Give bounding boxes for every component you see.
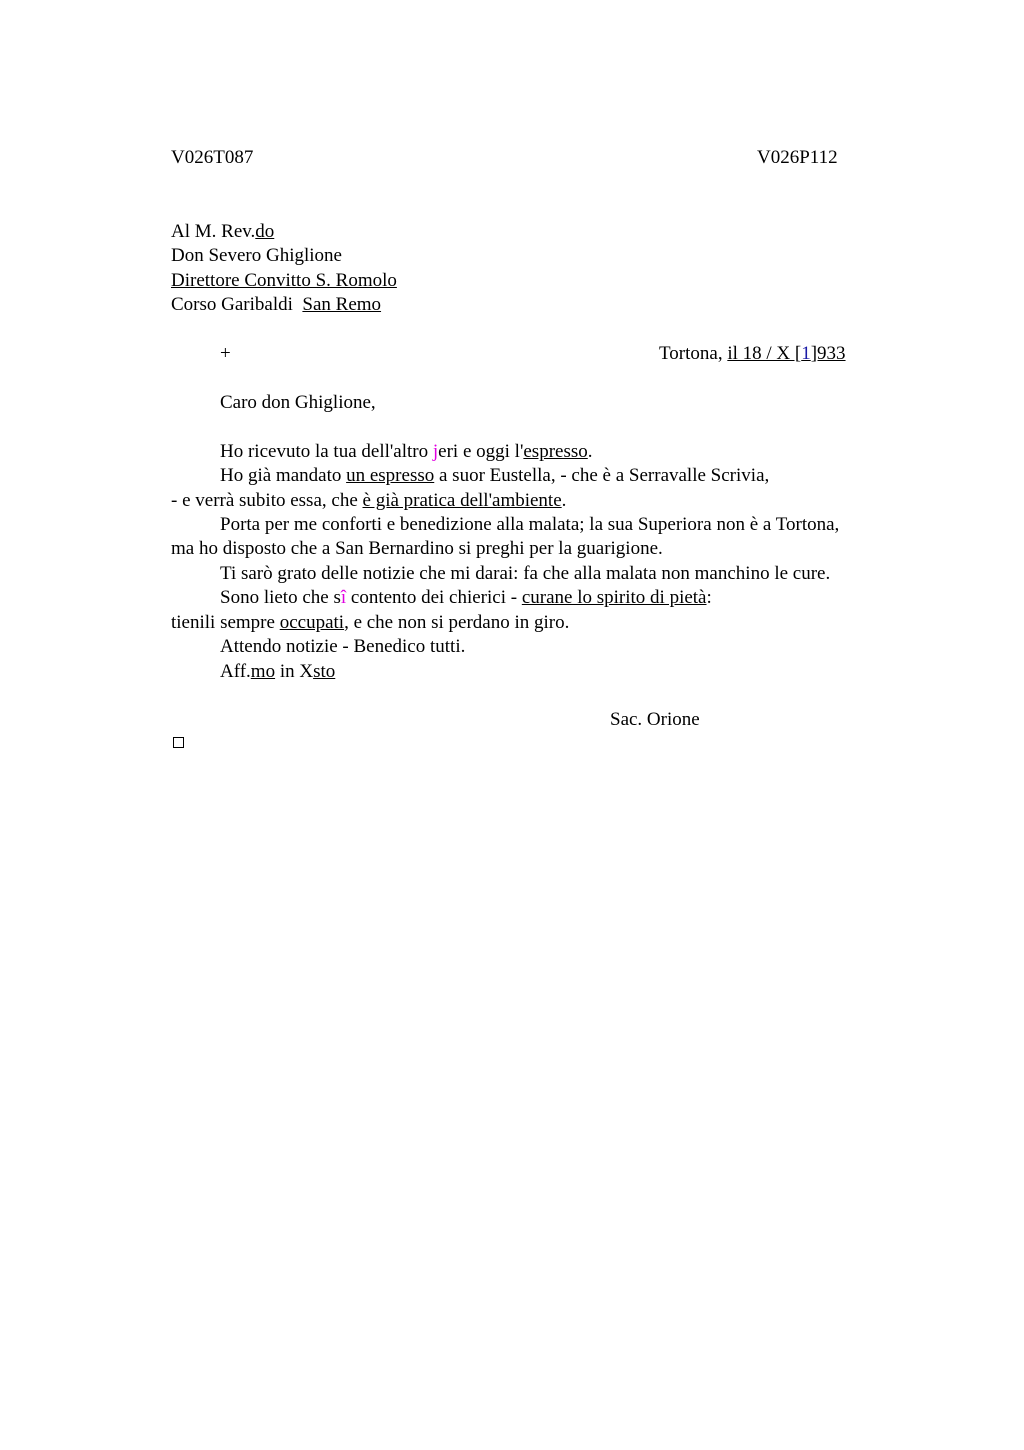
body-line-4 bbox=[220, 513, 839, 537]
reference-right bbox=[757, 146, 838, 170]
address-street: Corso Garibaldi bbox=[171, 294, 293, 315]
signature-text: Sac. Orione bbox=[610, 709, 700, 730]
address-line-3 bbox=[171, 269, 397, 293]
closing-b: mo bbox=[250, 661, 276, 682]
closing-line bbox=[220, 660, 335, 684]
body-line-9 bbox=[220, 635, 465, 659]
dateline-date-a: il 18 / X [ bbox=[727, 343, 802, 364]
body-line-9-text: Attendo notizie - Benedico tutti. bbox=[220, 636, 466, 657]
body-line-1-e: . bbox=[587, 441, 593, 462]
body-line-3-b: è già pratica dell'ambiente bbox=[362, 490, 562, 511]
body-line-1-c: eri e oggi l' bbox=[438, 441, 524, 462]
body-line-1-d: espresso bbox=[523, 441, 588, 462]
body-line-8-b: occupati bbox=[279, 612, 345, 633]
address-line-2 bbox=[171, 244, 342, 268]
body-line-1 bbox=[220, 440, 593, 464]
body-line-2-a: Ho già mandato bbox=[220, 465, 347, 486]
body-line-1-b: j bbox=[432, 441, 439, 462]
body-line-8 bbox=[171, 611, 569, 635]
body-line-8-a: tienili sempre bbox=[171, 612, 280, 633]
body-line-7 bbox=[220, 586, 712, 610]
dateline-place: Tortona, bbox=[659, 343, 723, 364]
reference-left-text: V026T087 bbox=[171, 147, 254, 168]
body-line-7-c: contento dei chierici - bbox=[346, 587, 522, 608]
body-line-2 bbox=[220, 464, 769, 488]
reference-right-text: V026P112 bbox=[757, 147, 838, 168]
closing-c: in X bbox=[275, 661, 314, 682]
signature bbox=[610, 708, 700, 732]
body-line-3-a: - e verrà subito essa, che bbox=[171, 490, 363, 511]
body-line-6-text: Ti sarò grato delle notizie che mi darai: fa che alla malata non manchino le cure. bbox=[220, 563, 831, 584]
body-line-7-d: curane lo spirito di pietà bbox=[521, 587, 707, 608]
body-line-7-b: î bbox=[340, 587, 347, 608]
address-city: San Remo bbox=[302, 294, 382, 315]
body-line-7-a: Sono lieto che s bbox=[220, 587, 341, 608]
body-line-2-b: un espresso bbox=[346, 465, 435, 486]
cross-text: + bbox=[220, 343, 231, 364]
address-title: Direttore Convitto S. Romolo bbox=[171, 270, 397, 291]
address-line-1-prefix: Al M. Rev. bbox=[171, 221, 256, 242]
body-line-3-c: . bbox=[561, 490, 567, 511]
square-box-icon bbox=[173, 737, 184, 748]
body-line-8-c: , e che non si perdano in giro. bbox=[344, 612, 570, 633]
address-line-1 bbox=[171, 220, 274, 244]
body-line-1-a: Ho ricevuto la tua dell'altro bbox=[220, 441, 433, 462]
reference-left bbox=[171, 146, 253, 170]
body-line-2-c: a suor Eustella, - che è a Serravalle Scrivia, bbox=[434, 465, 770, 486]
body-line-7-e: : bbox=[706, 587, 712, 608]
salutation-text: Caro don Ghiglione, bbox=[220, 392, 376, 413]
body-line-5-text: ma ho disposto che a San Bernardino si preghi per la guarigione. bbox=[171, 538, 663, 559]
dateline bbox=[659, 342, 846, 366]
address-line-1-sup: do bbox=[255, 221, 275, 242]
dateline-date-b: 1 bbox=[801, 343, 811, 364]
closing-a: Aff. bbox=[220, 661, 251, 682]
body-line-6 bbox=[220, 562, 830, 586]
body-line-4-text: Porta per me conforti e benedizione alla malata; la sua Superiora non è a Tortona, bbox=[220, 514, 840, 535]
dateline-date bbox=[727, 343, 845, 364]
address-recipient: Don Severo Ghiglione bbox=[171, 245, 342, 266]
cross-symbol bbox=[220, 342, 231, 366]
salutation bbox=[220, 391, 376, 415]
body-line-5 bbox=[171, 537, 663, 561]
closing-d: sto bbox=[313, 661, 336, 682]
dateline-date-c: ]933 bbox=[810, 343, 846, 364]
body-line-3 bbox=[171, 489, 566, 513]
address-line-4 bbox=[171, 293, 381, 317]
